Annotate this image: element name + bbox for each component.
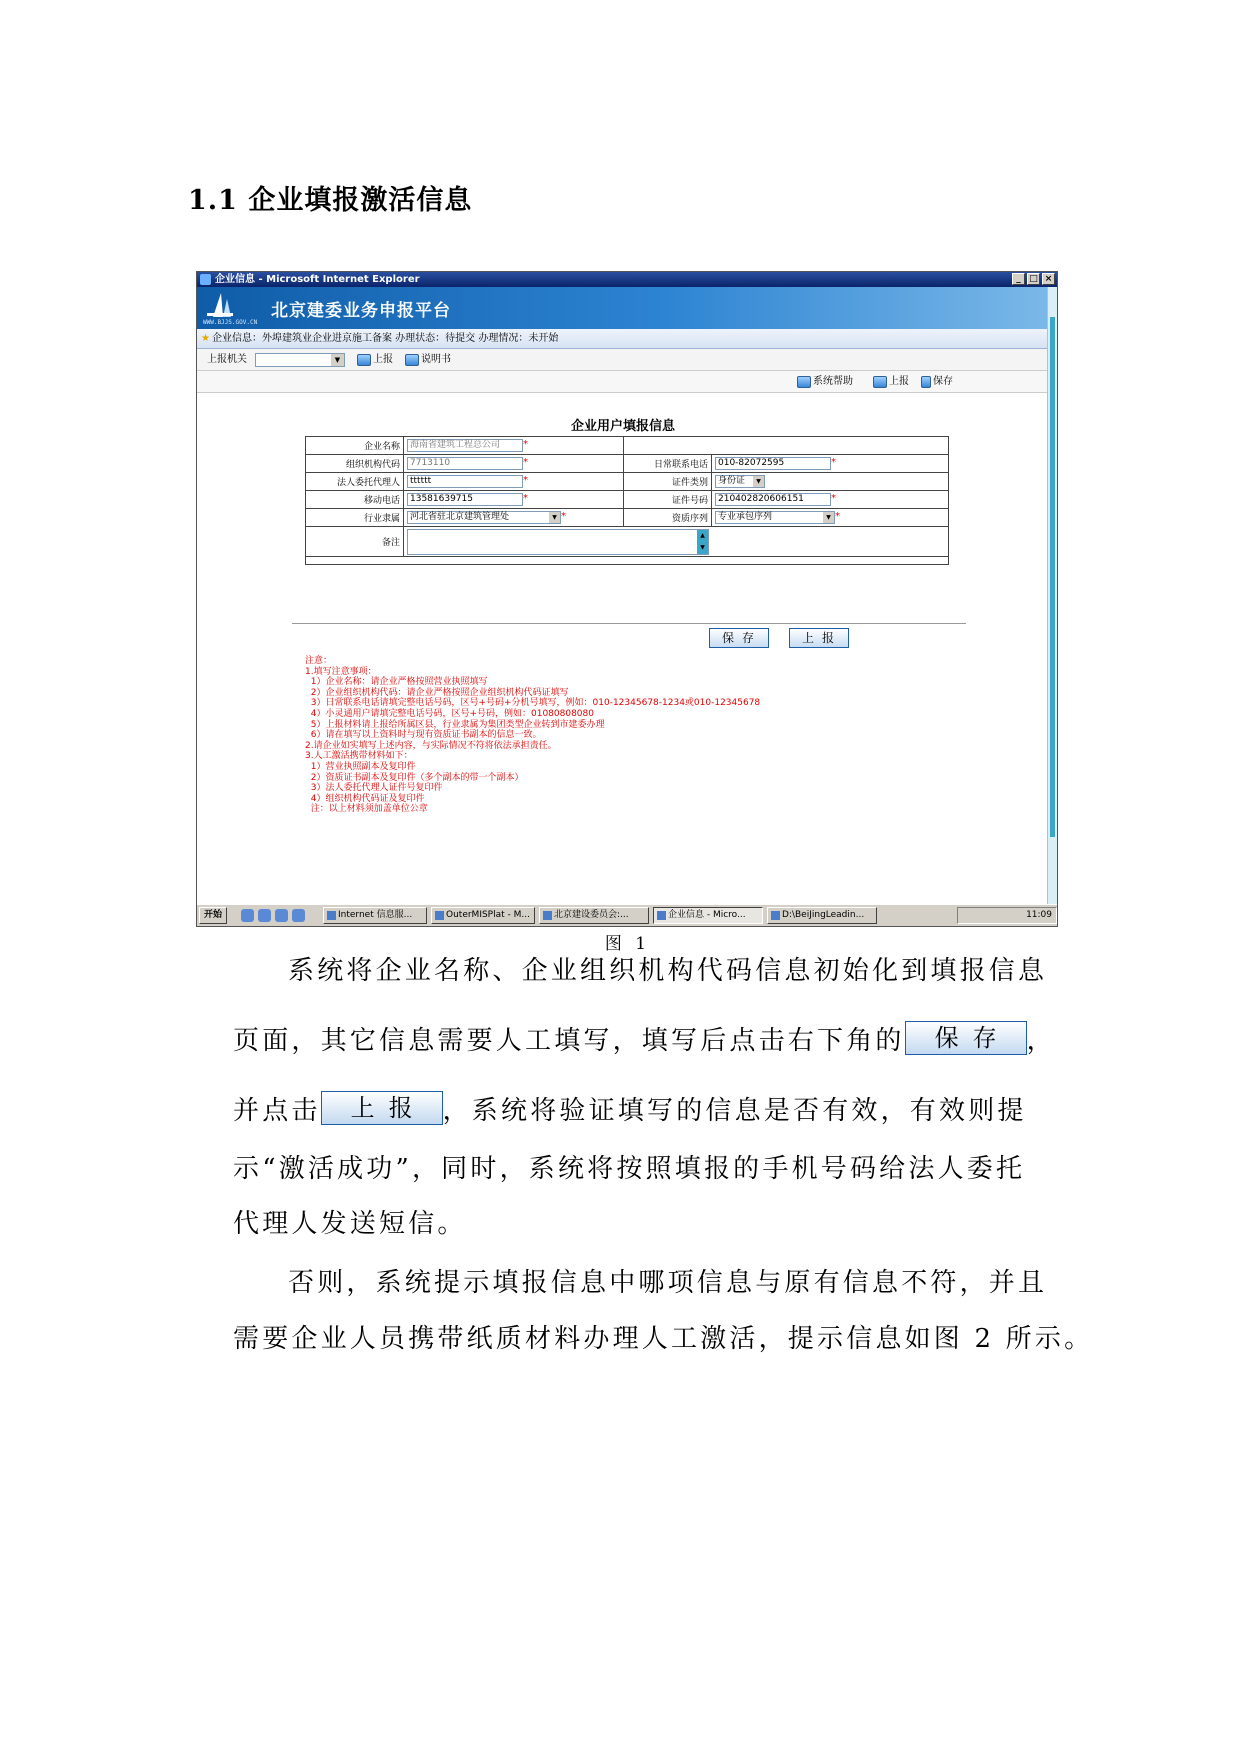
task-item[interactable]: 北京建设委员会:... [539,907,649,924]
required-mark: * [523,475,528,486]
paragraph2-line1: 否则，系统提示填报信息中哪项信息与原有信息不符，并且 [288,1268,1048,1298]
help-icon [797,376,811,388]
chevron-down-icon: ▼ [549,512,560,523]
note-line: 3.人工激活携带材料如下： [305,751,413,762]
toolbar-actions [197,371,1047,393]
manual-label: 说明书 [421,354,451,365]
help-button[interactable] [797,371,853,393]
note-line: 4）小灵通用户请填完整电话号码，区号+号码，例如：01080808080 [305,708,594,719]
platform-name: 北京建委业务申报平台 [271,301,451,321]
scroll-up-icon: ▲ [697,530,708,542]
required-mark: * [523,457,528,468]
required-mark: * [523,439,528,450]
task-item[interactable]: D:\BeiJingLeadin... [767,907,877,924]
paragraph1-line4: 示“激活成功”，同时，系统将按照填报的手机号码给法人委托 [233,1154,1026,1184]
clock: 11:09 [1026,910,1052,920]
paragraph1-line3-text: 并点击 [233,1096,321,1126]
industry-label: 行业隶属 [306,509,404,527]
manual-button[interactable] [405,349,451,371]
note-line: 2）企业组织机构代码：请企业严格按照企业组织机构代码证填写 [305,687,569,698]
paragraph1-line5: 代理人发送短信。 [233,1209,467,1239]
logo-url: WWW.BJJS.GOV.CN [203,319,258,326]
registration-form [305,436,949,565]
scroll-thumb[interactable] [1050,317,1055,837]
required-mark: * [835,511,840,522]
scroll-down-icon: ▼ [697,542,708,554]
task-item[interactable]: Internet 信息服... [323,907,427,924]
chevron-down-icon: ▼ [331,354,344,366]
required-mark: * [561,511,566,522]
paragraph1-line3-end: ，系统将验证填写的信息是否有效，有效则提 [442,1096,1027,1126]
window-buttons [1012,273,1055,285]
toolbar-submit-button[interactable] [357,349,393,371]
form-divider [292,623,966,624]
industry-select[interactable] [407,511,561,524]
status-text: 企业信息：外埠建筑业企业进京施工备案 办理状态：待提交 办理情况：未开始 [211,333,559,344]
remark-textarea[interactable] [407,529,709,555]
task-item[interactable]: OuterMISPlat - M... [431,907,535,924]
paragraph1-line3 [233,1090,1027,1129]
paragraph1-line2 [233,1020,1056,1059]
platform-banner [197,287,1047,329]
ie-icon [200,274,211,285]
toolbar-submit-label: 上报 [373,354,393,365]
agent-label: 法人委托代理人 [306,473,404,491]
org-code-label: 组织机构代码 [306,455,404,473]
floppy-icon [921,376,931,388]
notes-list [305,656,760,815]
upload-icon [873,376,887,388]
org-select[interactable] [255,353,345,367]
mobile-field[interactable]: 13581639715 [407,493,523,506]
maximize-button[interactable]: □ [1027,273,1040,285]
ie-screenshot [196,271,1058,927]
note-line: 1）企业名称：请企业严格按照营业执照填写 [305,677,488,688]
inline-submit-button: 上报 [321,1091,443,1125]
toolbar2-save-label: 保存 [933,376,953,387]
close-button[interactable]: × [1042,273,1055,285]
paragraph1-line2-end: ， [1026,1026,1056,1056]
id-number-label: 证件号码 [624,491,712,509]
note-line: 3）日常联系电话请填完整电话号码，区号+号码+分机号填写，例如：010-12345678-1234或010-12345678 [305,698,761,709]
minimize-button[interactable]: _ [1012,273,1025,285]
chevron-down-icon: ▼ [823,512,834,523]
task-item-active[interactable]: 企业信息 - Micro... [653,907,763,924]
ie-quick-icon[interactable] [241,909,254,922]
upload-icon [357,354,371,366]
industry-value: 河北省驻北京建筑管理处 [410,512,510,522]
note-line: 1）营业执照副本及复印件 [305,761,416,772]
status-line [197,329,1047,349]
company-name-field[interactable]: 海南省建筑工程总公司 [407,439,523,452]
explorer-quick-icon[interactable] [258,909,271,922]
toolbar2-submit-button[interactable] [873,371,909,393]
help-label: 系统帮助 [813,376,853,387]
qualification-select[interactable] [715,511,835,524]
toolbar2-submit-label: 上报 [889,376,909,387]
paragraph1-line1: 系统将企业名称、企业组织机构代码信息初始化到填报信息 [288,956,1048,986]
media-quick-icon[interactable] [275,909,288,922]
form-title: 企业用户填报信息 [570,419,675,434]
id-type-select[interactable] [715,475,765,488]
section-heading: 1.1 企业填报激活信息 [188,185,473,216]
qualification-label: 资质序列 [624,509,712,527]
windows-taskbar [197,904,1058,926]
save-button[interactable]: 保存 [709,628,769,648]
mobile-label: 移动电话 [306,491,404,509]
remark-label: 备注 [306,527,404,557]
inline-save-button: 保存 [905,1021,1027,1055]
note-line: 1.填写注意事项： [305,666,377,677]
system-tray [957,907,1057,924]
phone-label: 日常联系电话 [624,455,712,473]
id-type-value: 身份证 [718,476,746,486]
figure-caption: 图 1 [604,934,651,954]
note-line: 注意： [305,656,333,666]
required-mark: * [831,457,836,468]
start-button[interactable]: 开始 [199,907,227,924]
manual-icon [405,354,419,366]
ie-title-bar [197,272,1057,287]
required-mark: * [831,493,836,504]
vertical-scrollbar[interactable] [1047,287,1057,909]
star-icon: ★ [201,333,210,344]
org-label: 上报机关 [207,354,247,365]
window-title: 企业信息 - Microsoft Internet Explorer [215,274,420,285]
note-line: 5）上报材料请上报给所属区县，行业隶属为集团类型企业转到市建委办理 [305,719,605,730]
toolbar2-save-button[interactable] [921,371,953,393]
note-line: 注：以上材料须加盖单位公章 [305,804,428,815]
toolbar-top [197,349,1047,371]
id-number-field[interactable]: 210402820606151 [715,493,831,506]
form-area [197,394,1049,906]
note-line: 3）法人委托代理人证件号复印件 [305,783,443,794]
desktop-quick-icon[interactable] [292,909,305,922]
note-line: 4）组织机构代码证及复印件 [305,793,425,804]
note-line: 6）请在填写以上资料时与现有资质证书副本的信息一致。 [305,730,542,741]
paragraph1-line2-text: 页面，其它信息需要人工填写，填写后点击右下角的 [233,1026,905,1056]
required-mark: * [523,493,528,504]
phone-field[interactable]: 010-82072595 [715,457,831,470]
submit-button[interactable]: 上报 [789,628,849,648]
building-logo-icon [205,291,235,317]
paragraph2-line2: 需要企业人员携带纸质材料办理人工激活，提示信息如图 2 所示。 [233,1324,1094,1354]
org-code-field[interactable]: 7713110 [407,457,523,470]
quick-launch [241,909,313,922]
company-name-label: 企业名称 [306,437,404,455]
note-line: 2.请企业如实填写上述内容，与实际情况不符将依法承担责任。 [305,740,557,751]
chevron-down-icon: ▼ [753,476,764,487]
id-type-label: 证件类别 [624,473,712,491]
note-line: 2）资质证书副本及复印件（多个副本的带一个副本） [305,772,524,783]
agent-field[interactable]: tttttt [407,475,523,488]
qualification-value: 专业承包序列 [718,512,773,522]
